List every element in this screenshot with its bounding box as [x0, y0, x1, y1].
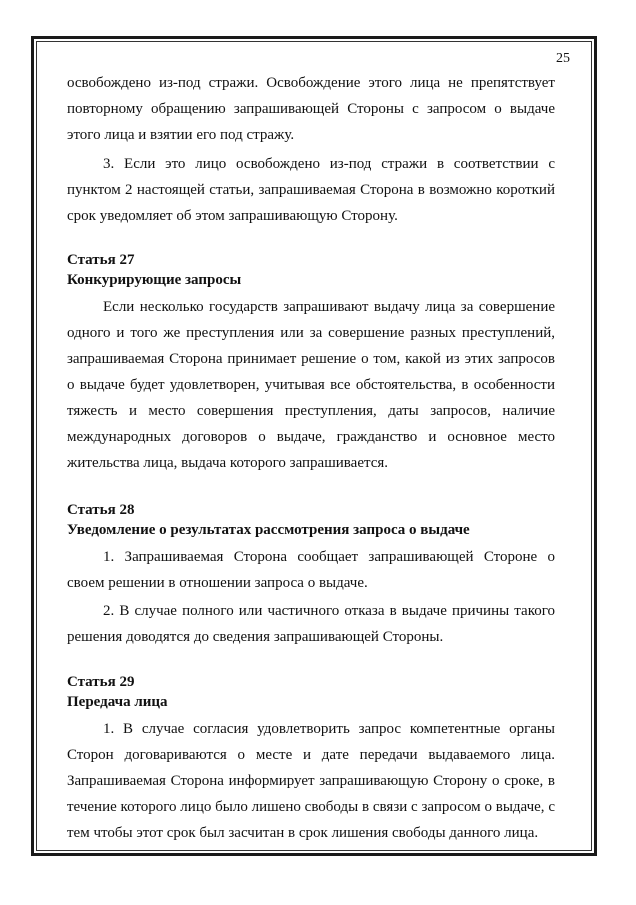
article-number: Статья 29 — [67, 674, 135, 690]
article-number: Статья 28 — [67, 502, 135, 518]
paragraph-continued: освобождено из-под стражи. Освобождение этого лица не препятствует повторному обращению запрашивающей Стороны с запросом о выдаче этого лица и взятии его под стражу. — [67, 75, 555, 143]
article-title: Передача лица — [67, 694, 168, 710]
article-29-paragraph: 1. В случае согласия удовлетворить запрос компетентные органы Сторон договариваются о месте и дате передачи выдаваемого лица. Запрашиваемая Сторона информирует запрашивающую Сторону о сроке, в течение которого лицо было лишено свободы в связи с запросом о выдаче, с тем чтобы этот срок был засчитан в срок лишения свободы данного лица. — [67, 721, 555, 841]
article-28-heading — [67, 500, 555, 540]
article-27-heading — [67, 250, 555, 290]
page-number: 25 — [556, 51, 570, 66]
article-number: Статья 27 — [67, 252, 135, 268]
article-29-heading — [67, 672, 555, 712]
article-27-paragraph: Если несколько государств запрашивают выдачу лица за совершение одного и того же преступления или за совершение разных преступлений, запрашиваемая Сторона принимает решение о том, какой из этих запросов о выдаче будет удовлетворен, учитывая все обстоятельства, в особенности тяжесть и место совершения преступления, даты запросов, наличие международных договоров о выдаче, гражданство и основное место жительства лица, выдача которого запрашивается. — [67, 299, 555, 471]
article-28-paragraph-1: 1. Запрашиваемая Сторона сообщает запрашивающей Стороне о своем решении в отношении запроса о выдаче. — [67, 549, 555, 591]
article-title: Конкурирующие запросы — [67, 272, 242, 288]
document-body — [67, 70, 555, 846]
article-title: Уведомление о результатах рассмотрения запроса о выдаче — [67, 522, 470, 538]
paragraph-item-3: 3. Если это лицо освобождено из-под стражи в соответствии с пунктом 2 настоящей статьи, запрашиваемая Сторона в возможно короткий срок уведомляет об этом запрашивающую Сторону. — [67, 156, 555, 224]
article-28-paragraph-2: 2. В случае полного или частичного отказа в выдаче причины такого решения доводятся до сведения запрашивающей Стороны. — [67, 603, 555, 645]
